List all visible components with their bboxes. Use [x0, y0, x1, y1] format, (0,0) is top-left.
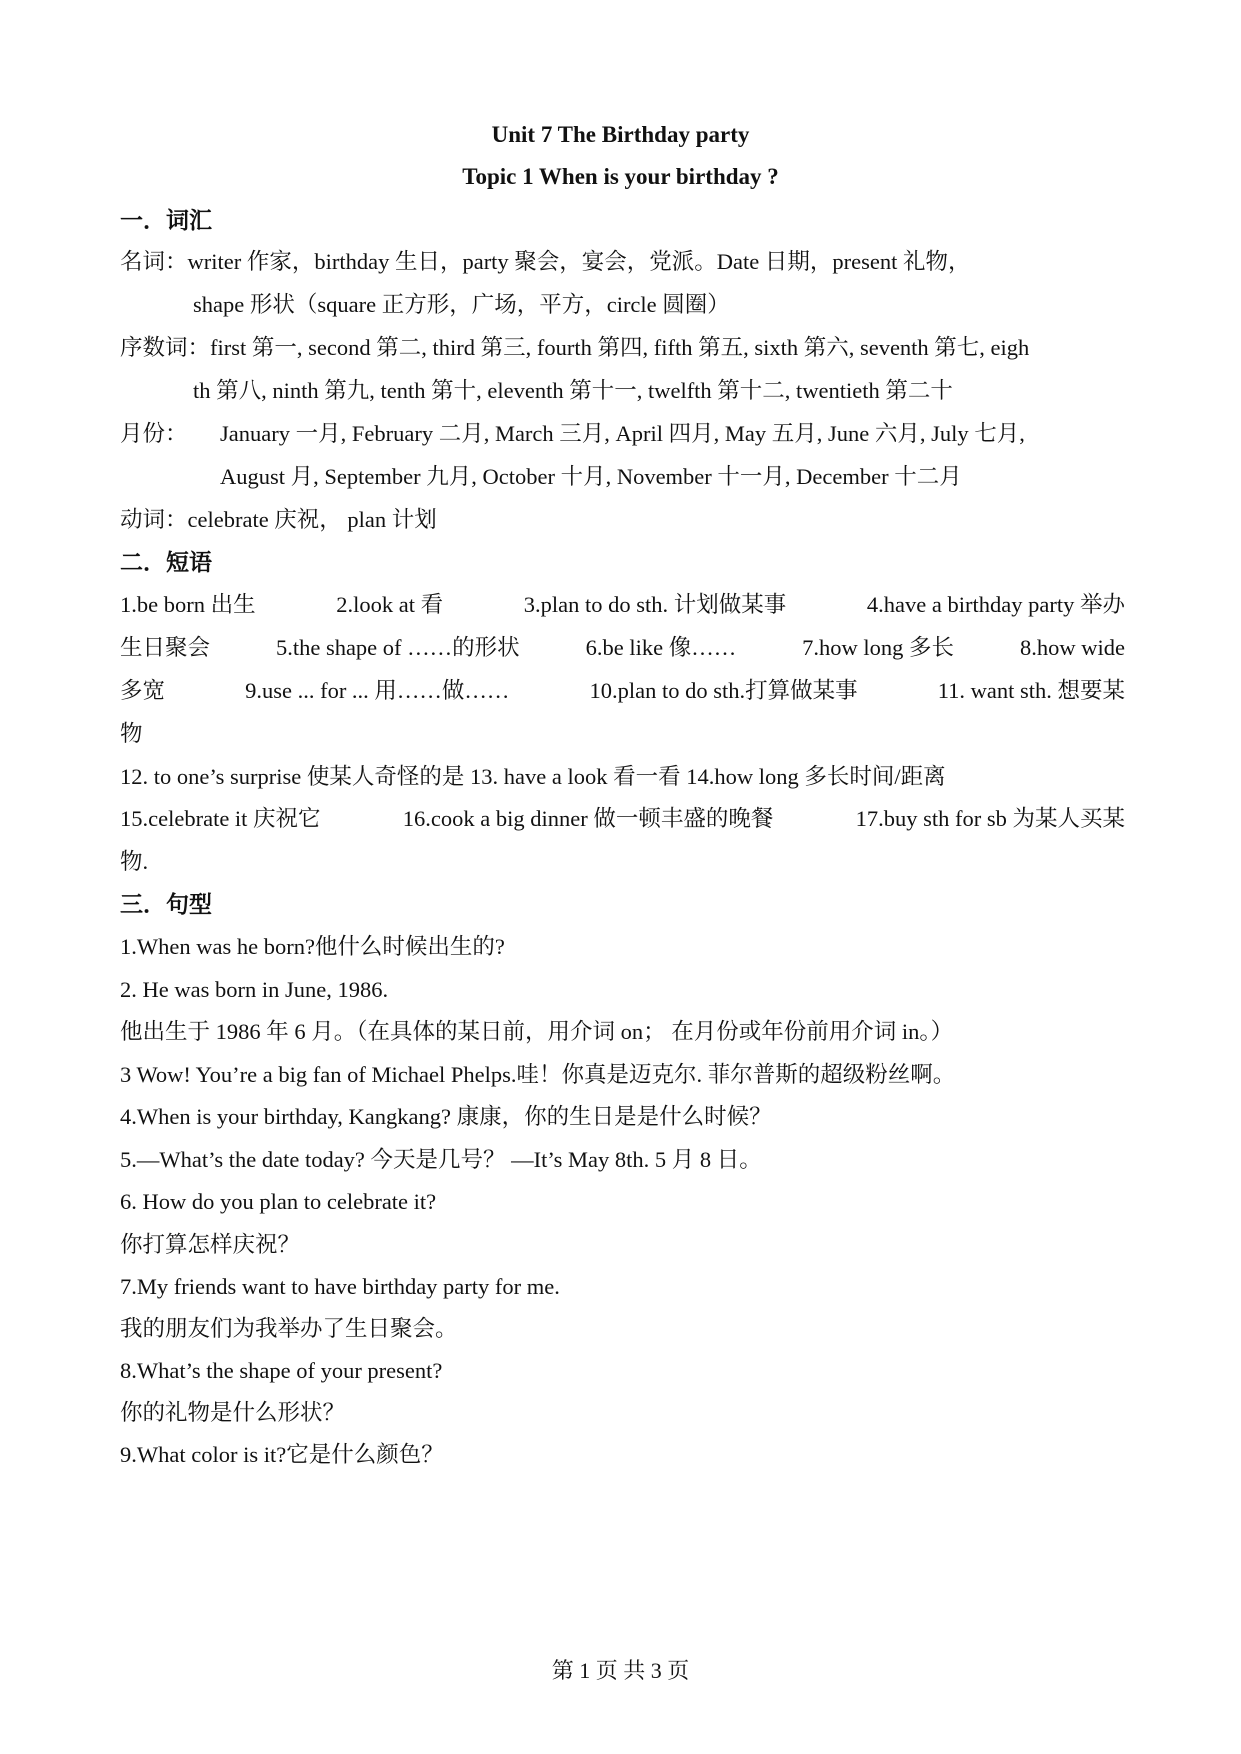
vocab-months-label: 月份：	[120, 421, 188, 446]
phrase-item: 10.plan to do sth.打算做某事	[589, 678, 858, 703]
phrases-line-3	[120, 676, 1125, 706]
phrase-item: 2.look at 看	[336, 592, 444, 617]
sentence-line: 5.—What’s the date today? 今天是几号？ —It’s May 8th. 5 月 8 日。	[120, 1147, 762, 1172]
phrase-item: 11. want sth. 想要某	[937, 678, 1125, 703]
sentence-line: 2. He was born in June, 1986.	[120, 977, 389, 1002]
page-title: Unit 7 The Birthday party	[491, 122, 750, 147]
phrase-item: 8.how wide	[1019, 635, 1125, 660]
sentence-line: 7.My friends want to have birthday party for me.	[120, 1274, 560, 1299]
sentence-line: 他出生于 1986 年 6 月。（在具体的某日前，用介词 on； 在月份或年份前用介词 in。）	[120, 1019, 954, 1044]
sentence-line: 6. How do you plan to celebrate it?	[120, 1189, 437, 1214]
phrase-item: 3.plan to do sth. 计划做某事	[523, 592, 787, 617]
sentences-heading: 三．句型	[120, 892, 212, 917]
vocab-verbs-line: 动词：celebrate 庆祝， plan 计划	[120, 507, 437, 532]
phrases-heading: 二．短语	[120, 550, 212, 575]
phrase-item: 多宽	[120, 678, 166, 703]
sentence-line: 我的朋友们为我举办了生日聚会。	[120, 1316, 458, 1341]
phrases-line-4: 物	[120, 721, 143, 746]
phrase-item: 16.cook a big dinner 做一顿丰盛的晚餐	[402, 806, 774, 831]
vocab-nouns-line-1: 名词：writer 作家，birthday 生日，party 聚会，宴会，党派。Date 日期，present 礼物，	[120, 249, 971, 274]
phrase-item: 15.celebrate it 庆祝它	[120, 806, 321, 831]
sentence-line: 你打算怎样庆祝？	[120, 1232, 301, 1257]
sentence-line: 9.What color is it?它是什么颜色？	[120, 1442, 444, 1467]
phrase-item: 生日聚会	[120, 635, 211, 660]
vocab-ordinals-line-2: th 第八, ninth 第九, tenth 第十, eleventh 第十一, twelfth 第十二, twentieth 第二十	[193, 378, 953, 403]
phrases-line-7: 物.	[120, 849, 149, 874]
sentence-line: 3 Wow! You’re a big fan of Michael Phelps.哇！你真是迈克尔. 菲尔普斯的超级粉丝啊。	[120, 1062, 956, 1087]
sentence-line: 1.When was he born?他什么时候出生的?	[120, 934, 505, 959]
phrases-line-6	[120, 804, 1125, 834]
phrase-item: 1.be born 出生	[120, 592, 256, 617]
vocab-months-line-1: January 一月, February 二月, March 三月, April 四月, May 五月, June 六月, July 七月,	[220, 421, 1025, 446]
phrase-item: 7.how long 多长	[802, 635, 955, 660]
vocab-months-line-2: August 月, September 九月, October 十月, November 十一月, December 十二月	[220, 464, 962, 489]
sentence-line: 4.When is your birthday, Kangkang? 康康，你的生日是是什么时候？	[120, 1104, 772, 1129]
page-footer: 第 1 页 共 3 页	[551, 1658, 690, 1683]
phrases-line-1	[120, 590, 1125, 620]
vocab-nouns-line-2: shape 形状（square 正方形，广场，平方，circle 圆圈）	[193, 292, 730, 317]
vocab-ordinals-line-1: 序数词：first 第一, second 第二, third 第三, fourth 第四, fifth 第五, sixth 第六, seventh 第七, eigh	[120, 335, 1030, 360]
phrases-line-2	[120, 633, 1125, 663]
sentence-line: 你的礼物是什么形状？	[120, 1400, 346, 1425]
sentence-line: 8.What’s the shape of your present?	[120, 1358, 443, 1383]
phrase-item: 9.use ... for ... 用……做……	[245, 678, 510, 703]
topic-title: Topic 1 When is your birthday ?	[462, 164, 779, 189]
phrase-item: 5.the shape of ……的形状	[275, 635, 520, 660]
phrases-line-5: 12. to one’s surprise 使某人奇怪的是 13. have a look 看一看 14.how long 多长时间/距离	[120, 764, 946, 789]
vocab-heading: 一．词汇	[120, 208, 212, 233]
phrase-item: 17.buy sth for sb 为某人买某	[855, 806, 1125, 831]
phrase-item: 6.be like 像……	[585, 635, 737, 660]
phrase-item: 4.have a birthday party 举办	[866, 592, 1125, 617]
